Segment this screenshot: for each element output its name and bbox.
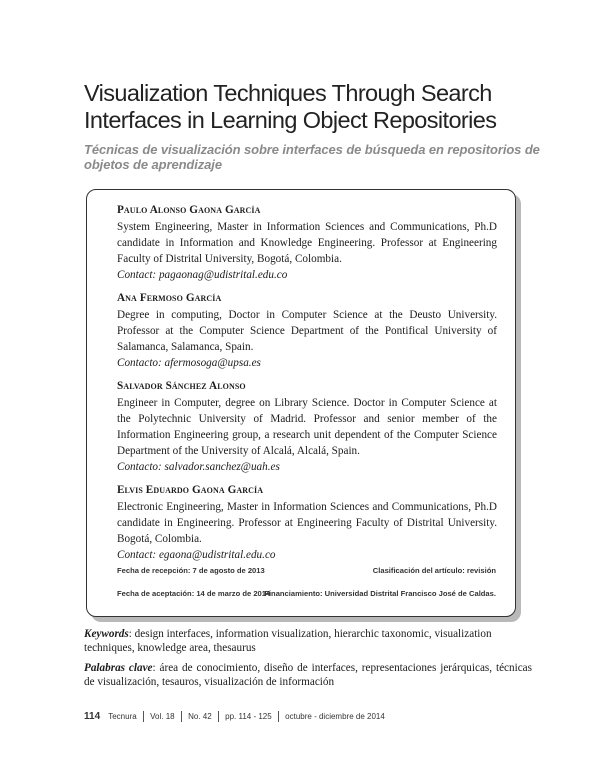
received-date: Fecha de recepción: 7 de agosto de 2013	[117, 566, 265, 575]
author-block	[117, 202, 497, 283]
footer-divider	[278, 711, 279, 722]
author-contact: Contact: pagaonag@udistrital.edu.co	[117, 269, 288, 281]
footer-divider	[218, 711, 219, 722]
footer-divider	[181, 711, 182, 722]
article-classification: Clasificación del artículo: revisión	[372, 566, 496, 575]
author-contact: Contacto: salvador.sanchez@uah.es	[117, 461, 280, 473]
author-description: Electronic Engineering, Master in Information Sciences and Communications, Ph.D candidate in Engineering. Professor at Engineering Faculty of Distrital University. Bogotá, Colombia.	[117, 501, 497, 545]
author-block	[117, 482, 497, 563]
author-name: Ana Fermoso García	[117, 292, 222, 304]
footer-divider	[143, 711, 144, 722]
author-description: System Engineering, Master in Information Sciences and Communications, Ph.D candidate in Information and Knowledge Engineering. Professor at Engineering Faculty of Distrital University, Bogotá, Colombia.	[117, 221, 497, 265]
author-description: Engineer in Computer, degree on Library Science. Doctor in Computer Science at the Polytechnic University of Madrid. Professor and senior member of the Information Engineering group, a research unit dependent of the Computer Science Department of the University of Alcalá, Alcalá, Spain.	[117, 397, 497, 457]
palabras-clave	[84, 661, 532, 689]
palabras-clave-label: Palabras clave	[84, 662, 153, 674]
paper-title: Visualization Techniques Through Search Interfaces in Learning Object Repositories	[84, 80, 497, 133]
issue-date: octubre - diciembre de 2014	[285, 712, 385, 721]
palabras-clave-text: : área de conocimiento, diseño de interfaces, representaciones jerárquicas, técnicas de visualización, tesauros, visualización de información	[84, 662, 532, 688]
page-number: 114	[84, 711, 101, 722]
keywords-text: : design interfaces, information visualization, hierarchic taxonomic, visualization techniques, knowledge area, thesaurus	[84, 628, 492, 654]
journal-name: Tecnura	[108, 712, 137, 721]
keywords	[84, 627, 532, 655]
author-name: Salvador Sánchez Alonso	[117, 380, 246, 392]
page-range: pp. 114 - 125	[225, 712, 272, 721]
journal-number: No. 42	[188, 712, 212, 721]
author-contact: Contact: egaona@udistrital.edu.co	[117, 549, 276, 561]
paper-subtitle: Técnicas de visualización sobre interfaces de búsqueda en repositorios de objetos de aprendizaje	[84, 142, 540, 172]
journal-volume: Vol. 18	[150, 712, 175, 721]
author-name: Elvis Eduardo Gaona García	[117, 484, 264, 496]
accepted-date: Fecha de aceptación: 14 de marzo de 2014	[117, 589, 271, 598]
author-block	[117, 378, 497, 475]
author-description: Degree in computing, Doctor in Computer Science at the Deusto University. Professor at the Computer Science Department of the Pontifical University of Salamanca, Salamanca, Spain.	[117, 309, 497, 353]
author-contact: Contacto: afermosoga@upsa.es	[117, 357, 261, 369]
author-block	[117, 290, 497, 371]
funding: Financiamiento: Universidad Distrital Francisco José de Caldas.	[264, 589, 496, 598]
author-name: Paulo Alonso Gaona García	[117, 204, 261, 216]
page-footer	[84, 711, 385, 722]
keywords-label: Keywords	[84, 628, 129, 640]
